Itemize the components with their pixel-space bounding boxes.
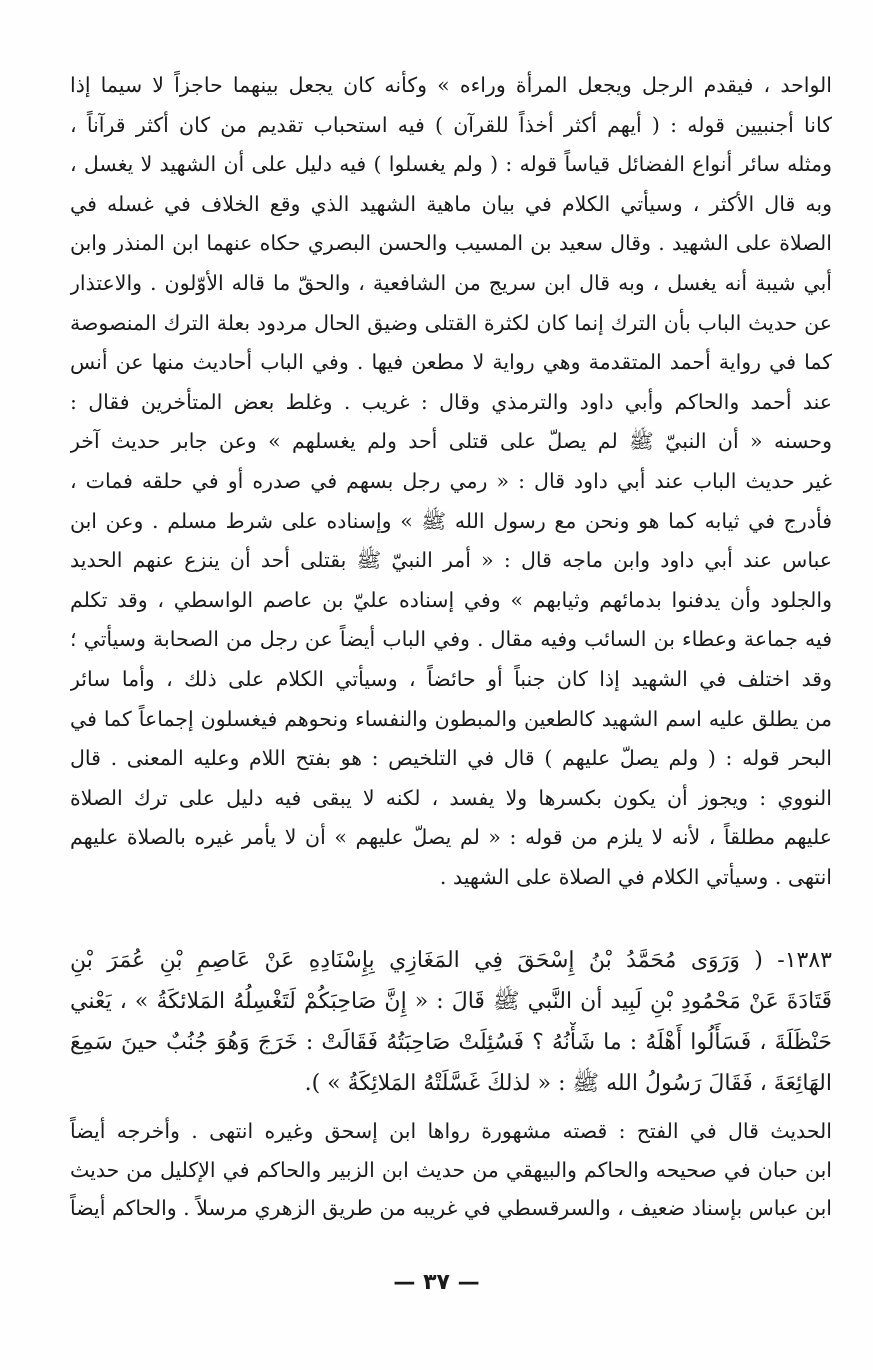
commentary-line: كانا أجنبيين قوله : ( أيهم أكثر أخذاً للقرآن ) فيه استحباب تقديم من كان أكثر قرآناً ، xyxy=(70,112,832,137)
commentary-line: والجلود وأن يدفنوا بدمائهم وثيابهم » وفي إسناده عليّ بن عاصم الواسطي ، وقد تكلم xyxy=(70,587,832,612)
hadith-line: حَنْظَلَةَ ، فَسَأَلُوا أَهْلَهُ : ما شَأْنُهُ ؟ فَسُئِلَتْ صَاحِبَتُهُ فَقَالَتْ : خَرَجَ وَهُوَ جُنُبٌ حينَ سَمِعَ xyxy=(70,1030,832,1055)
commentary-line: عليهم مطلقاً ، لأنه لا يلزم من قوله : « لم يصلّ عليهم » أن لا يأمر غيره بالصلاة عليهم xyxy=(70,825,832,850)
commentary-line: غير حديث الباب عند أبي داود قال : « رمي رجل بسهم في صدره أو في حلقه فمات ، xyxy=(70,468,832,493)
commentary-line: الواحد ، فيقدم الرجل ويجعل المرأة وراءه » وكأنه كان يجعل بينهما حاجزاً لا سيما إذا xyxy=(70,73,832,97)
commentary-line: وقد اختلف في الشهيد إذا كان جنباً أو حائضاً ، وسيأتي الكلام على ذلك ، وأما سائر xyxy=(70,666,832,691)
commentary-line: الصلاة على الشهيد . وقال سعيد بن المسيب والحسن البصري حكاه عنهما ابن المنذر وابن xyxy=(70,231,832,256)
hadith-line: قَتَادَةَ عَنْ مَحْمُودِ بْنِ لَبِيد أن النَّبي ﷺ قَالَ : « إِنَّ صَاحِبَكُمْ لَتَغْسِلُهُ المَلائكَةُ » ، يَعْني xyxy=(70,989,832,1014)
commentary-line: من يطلق عليه اسم الشهيد كالطعين والمبطون والنفساء ونحوهم فيغسلون إجماعاً كما في xyxy=(70,706,832,731)
commentary-line: عن حديث الباب بأن الترك إنما كان لكثرة القتلى وضيق الحال مردود بعلة الترك المنصوصة xyxy=(70,310,832,335)
hadith-text xyxy=(70,940,832,1104)
commentary-line: ومثله سائر أنواع الفضائل قياساً قوله : ( ولم يغسلوا ) فيه دليل على أن الشهيد لا يغسل ، xyxy=(70,152,832,177)
continuation-line: ابن حبان في صحيحه والحاكم والبيهقي من حديث ابن الزبير والحاكم في الإكليل من حديث xyxy=(70,1157,832,1182)
commentary-line: عباس عند أبي داود وابن ماجه قال : « أمر النبيّ ﷺ بقتلى أحد أن ينزع عنهم الحديد xyxy=(70,548,832,573)
commentary-line: فيه جماعة وعطاء بن السائب وفيه مقال . وفي الباب أيضاً عن رجل من الصحابة وسيأتي ؛ xyxy=(70,627,832,652)
continuation-text xyxy=(70,1112,832,1228)
commentary-line: انتهى . وسيأتي الكلام في الصلاة على الشهيد . xyxy=(439,864,832,889)
commentary-line: فأدرج في ثيابه كما هو ونحن مع رسول الله ﷺ » وإسناده على شرط مسلم . وعن ابن xyxy=(70,508,832,533)
commentary-line: وحسنه « أن النبيّ ﷺ لم يصلّ على قتلى أحد ولم يغسلهم » وعن جابر حديث آخر xyxy=(70,429,832,454)
commentary-line: البحر قوله : ( ولم يصلّ عليهم ) قال في التلخيص : هو بفتح اللام وعليه المعنى . قال xyxy=(70,746,832,771)
commentary-text xyxy=(70,66,832,897)
commentary-line: النووي : ويجوز أن يكون بكسرها ولا يفسد ، لكنه لا يبقى فيه دليل على ترك الصلاة xyxy=(70,785,832,810)
commentary-line: أبي شيبة أنه يغسل ، وبه قال ابن سريج من الشافعية ، والحقّ ما قاله الأوّلون . والاعتذار xyxy=(70,270,832,295)
hadith-line: ١٣٨٣- ( وَرَوَى مُحَمَّدُ بْنُ إِسْحَقَ فِي المَغَازِي بِإِسْنَادِهِ عَنْ عَاصِمِ بْنِ عُمَرَ بْنِ xyxy=(70,948,832,973)
commentary-line: وبه قال الأكثر ، وسيأتي الكلام في بيان ماهية الشهيد الذي وقع الخلاف في غسله في xyxy=(70,191,832,216)
continuation-line: الحديث قال في الفتح : قصته مشهورة رواها ابن إسحق وغيره انتهى . وأخرجه أيضاً xyxy=(70,1119,832,1143)
commentary-line: عند أحمد والحاكم وأبي داود والترمذي وقال : غريب . وغلط بعض المتأخرين فقال : xyxy=(70,389,832,414)
hadith-line: الهَائِعَةَ ، فَقَالَ رَسُولُ الله ﷺ : « لذلكَ غَسَّلَتْهُ المَلائِكَةُ » ). xyxy=(304,1071,832,1096)
commentary-line: كما في رواية أحمد المتقدمة وهي رواية لا مطعن فيها . وفي الباب أحاديث منها عن أنس xyxy=(70,350,832,375)
page-number: — ٣٧ — xyxy=(393,1270,480,1295)
continuation-line: ابن عباس بإسناد ضعيف ، والسرقسطي في غريبه من طريق الزهري مرسلاً . والحاكم أيضاً xyxy=(70,1196,832,1220)
